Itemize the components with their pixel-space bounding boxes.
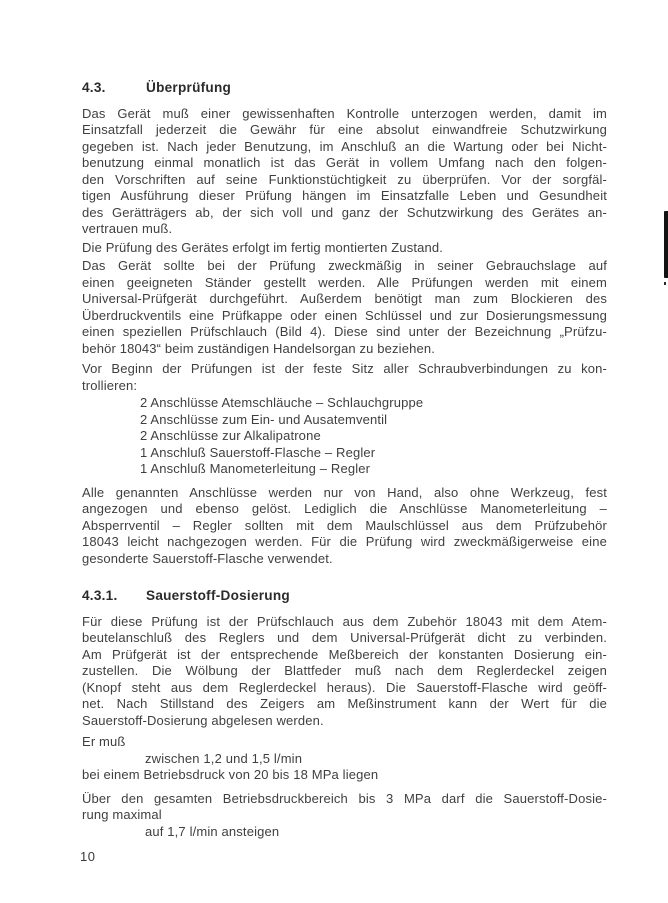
text-line: auf 1,7 l/min ansteigen (145, 823, 280, 839)
text-line: Am Prüfgerät ist der entsprechende Meßbereich der konstanten Dosierung ein- (82, 646, 607, 662)
text-line: Überdruckventils eine Prüfkappe oder einen Schlüssel und zur Dosierungsmessung (82, 307, 607, 323)
section-heading (82, 80, 607, 97)
text-line: rung maximal (82, 807, 162, 822)
heading-title: Überprüfung (146, 80, 232, 95)
text-line: Einsatzfall jederzeit die Gewähr für eine absolut einwandfreie Schutzwirkung (82, 122, 607, 137)
text-line: angezogen und ebenso gelöst. Lediglich die Anschlüsse Manometerleitung – (82, 501, 607, 516)
spec-paragraph (82, 734, 607, 784)
text-line: zustellen. Die Wölbung der Blattfeder muß nach dem Reglerdeckel zeigen (82, 663, 607, 678)
text-line: Für diese Prüfung ist der Prüfschlauch aus dem Zubehör 18043 mit dem Atem- (82, 613, 607, 629)
paragraph (82, 240, 607, 257)
text-line: Über den gesamten Betriebsdruckbereich bis 3 MPa darf die Sauerstoff-Dosie- (82, 790, 607, 806)
text-line: Das Gerät sollte bei der Prüfung zweckmäßig in seiner Gebrauchslage auf (82, 258, 607, 273)
page-number: 10 (80, 849, 96, 864)
paragraph (82, 258, 607, 357)
text-line: des Gerätträgers ab, der sich voll und ganz der Schutzwirkung des Gerätes an- (82, 204, 607, 220)
list-item: 1 Anschluß Sauerstoff-Flasche – Regler (140, 444, 376, 460)
text-line: Vor Beginn der Prüfungen ist der feste Sitz aller Schraubverbindungen zu kon- (82, 361, 607, 376)
text-line: beutelanschluß des Reglers und dem Universal-Prüfgerät dicht zu verbinden. (82, 630, 607, 645)
text-line: vertrauen muß. (82, 221, 173, 236)
paragraph (82, 106, 607, 238)
text-line: Die Prüfung des Gerätes erfolgt im fertig montierten Zustand. (82, 239, 444, 255)
text-line: gesonderte Sauerstoff-Flasche verwendet. (82, 550, 333, 566)
text-line: einen speziellen Prüfschlauch (Bild 4). Diese sind unter der Bezeichnung „Prüfzu- (82, 324, 607, 339)
scan-artifact-dot (664, 282, 666, 285)
paragraph (82, 485, 607, 568)
connection-list (82, 395, 607, 478)
paragraph (82, 614, 607, 730)
list-item: 2 Anschlüsse zur Alkalipatrone (140, 428, 321, 443)
text-line: net. Nach Stillstand des Zeigers am Meßinstrument kann der Wert für die (82, 696, 607, 711)
text-line: Universal-Prüfgerät durchgeführt. Außerdem benötigt man zum Blockieren des (82, 291, 607, 306)
spec-paragraph (82, 791, 607, 841)
paragraph (82, 361, 607, 394)
text-line: tigen Ausführung dieser Prüfung hängen im Einsatzfalle Leben und Gesundheit (82, 188, 607, 203)
list-item: 1 Anschluß Manometerleitung – Regler (140, 461, 371, 476)
text-line: Er muß (82, 734, 126, 749)
text-line: zwischen 1,2 und 1,5 l/min (145, 750, 303, 766)
text-line: benutzung einmal monatlich ist das Gerät in vollem Umfang nach den folgen- (82, 155, 607, 170)
heading-number: 4.3. (82, 80, 106, 95)
text-line: 18043 leicht nachgezogen werden. Für die Prüfung wird zweckmäßigerweise eine (82, 534, 607, 549)
scan-artifact (664, 211, 668, 278)
section-heading (82, 588, 607, 605)
text-line: den Vorschriften auf seine Funktionstüchtigkeit zu überprüfen. Vor der sorgfäl- (82, 171, 607, 187)
text-line: Das Gerät muß einer gewissenhaften Kontrolle unterzogen werden, damit im (82, 105, 607, 121)
text-line: (Knopf steht aus dem Reglerdeckel heraus). Die Sauerstoff-Flasche wird geöff- (82, 679, 607, 695)
page-content (82, 80, 607, 840)
text-line: Sauerstoff-Dosierung abgelesen werden. (82, 712, 324, 728)
list-item: 2 Anschlüsse Atemschläuche – Schlauchgruppe (140, 395, 424, 410)
text-line: gegeben ist. Nach jeder Benutzung, im Anschluß an die Wartung oder bei Nicht- (82, 138, 607, 154)
text-line: trollieren: (82, 377, 138, 393)
text-line: einen geeigneten Ständer gestellt werden. Alle Prüfungen werden mit einem (82, 274, 607, 290)
text-line: Alle genannten Anschlüsse werden nur von Hand, also ohne Werkzeug, fest (82, 484, 607, 500)
text-line: bei einem Betriebsdruck von 20 bis 18 MPa liegen (82, 767, 379, 782)
text-line: Absperrventil – Regler sollten mit dem Maulschlüssel aus dem Prüfzubehör (82, 517, 607, 533)
list-item: 2 Anschlüsse zum Ein- und Ausatemventil (140, 411, 388, 427)
text-line: behör 18043“ beim zuständigen Handelsorgan zu beziehen. (82, 340, 435, 356)
heading-title: Sauerstoff-Dosierung (146, 588, 290, 603)
heading-number: 4.3.1. (82, 588, 118, 603)
